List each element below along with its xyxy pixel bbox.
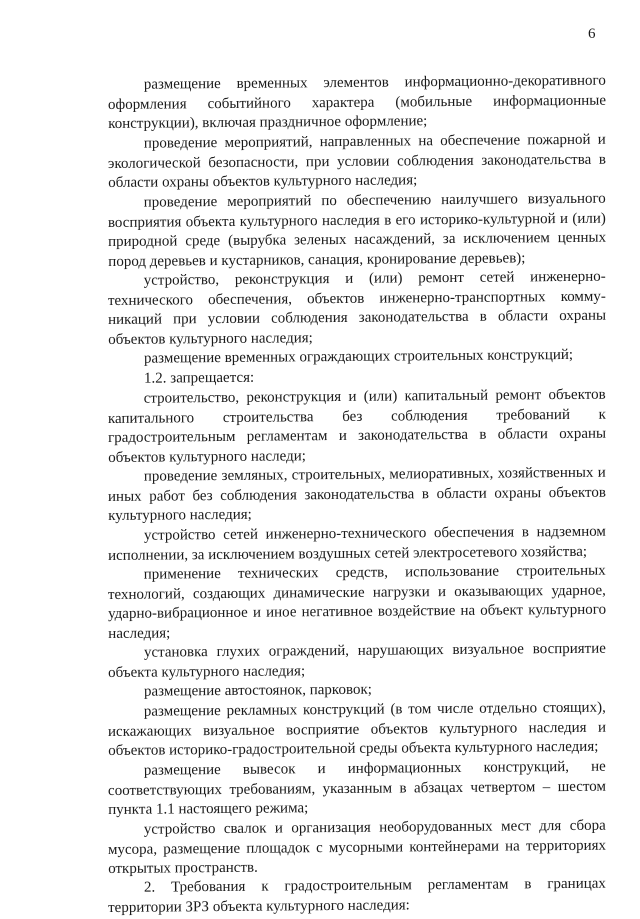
page-number: 6: [588, 26, 596, 42]
section-heading-2: 2. Требования к градостроительным регламентам в границах территории ЗРЗ объекта культурного наследия:: [108, 875, 606, 916]
section-heading-1-2: 1.2. запрещается:: [143, 369, 255, 387]
paragraph-7: строительство, реконструкция и (или) капитальный ремонт объектов капитального строительства без соблюдения требований к градостроительным регламентам и законодательства в области охраны объектов культурного наследи;: [107, 386, 607, 466]
paragraph-14: размещение вывесок и информационных конструкций, не соответствующих требованиям, указанным в абзацах четвертом – шестом пункта 1.1 настоящего режима;: [107, 758, 607, 818]
paragraph-3: проведение мероприятий по обеспечению наилучшего визуального восприятия объекта культурного наследия в его историко-культурной и (или) природной среде (вырубка зеленых насаждений, за исключением ценных пород деревьев и кустарников, санация, кронирование деревьев);: [107, 190, 607, 270]
document-body: [107, 72, 607, 919]
paragraph-8: проведение земляных, строительных, мелиоративных, хозяйственных и иных работ без соблюдения законодательства в области охраны объектов культурного наследия;: [107, 464, 607, 525]
paragraph-5: размещение временных ограждающих строительных конструкций;: [143, 347, 574, 367]
paragraph-2: проведение мероприятий, направленных на обеспечение пожарной и экологической безопасности, при условии соблюдения законодательства в области охраны объектов культурного наследия;: [107, 131, 607, 191]
paragraph-15: устройство свалок и организация необорудованных мест для сбора мусора, размещение площадок с мусорными контейнерами на территориях открытых пространств.: [107, 817, 607, 877]
paragraph-12: размещение автостоянок, парковок;: [143, 682, 372, 701]
paragraph-9: устройство сетей инженерно-технического обеспечения в надземном исполнении, за исключением воздушных сетей электросетевого хозяйства;: [108, 523, 606, 564]
paragraph-11: установка глухих ограждений, нарушающих визуальное восприятие объекта культурного наследия;: [108, 640, 606, 681]
paragraph-4: устройство, реконструкция и (или) ремонт сетей инженерно-технического обеспечения, объектов инженерно-транспортных коммуникаций при условии соблюдения законодательства в области охраны объектов культурного наследия;: [107, 268, 607, 348]
paragraph-1: размещение временных элементов информационно-декоративного оформления событийного характера (мобильные информационные конструкции), включая праздничное оформление;: [107, 72, 607, 133]
paragraph-13: размещение рекламных конструкций (в том числе отдельно стоящих), искажающих визуальное восприятие объектов культурного наследия и объектов историко-градостроительной среды объекта культурного наследия;: [107, 699, 607, 760]
paragraph-10: применение технических средств, использование строительных технологий, создающих динамические нагрузки и оказывающих ударное, ударно-вибрационное и иное негативное воздействие на объект культурного наследия;: [107, 562, 607, 642]
